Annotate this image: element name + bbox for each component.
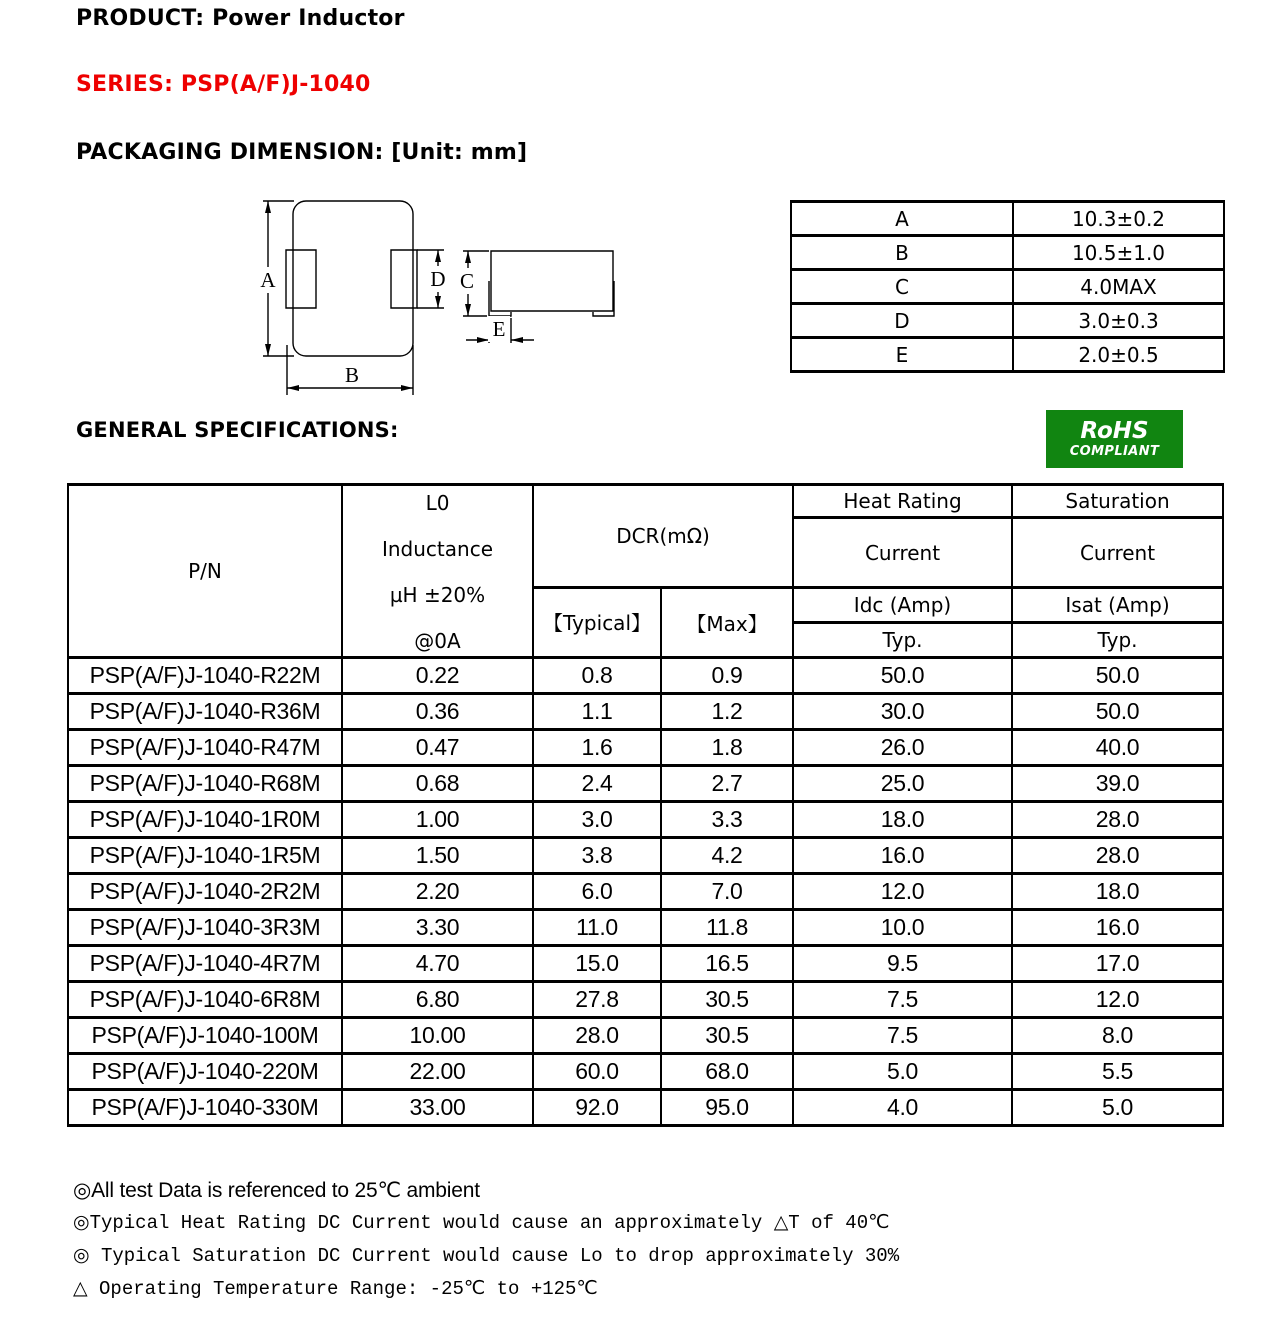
spec-value-cell: 16.0 [793, 838, 1012, 874]
part-number-cell: PSP(A/F)J-1040-R68M [68, 766, 342, 802]
packaging-dimension-table [790, 200, 1225, 373]
spec-table-row [68, 874, 1223, 910]
spec-header-l0: L0 [425, 491, 450, 515]
spec-value-cell: 12.0 [1012, 982, 1223, 1018]
part-number-cell: PSP(A/F)J-1040-R36M [68, 694, 342, 730]
part-number-cell: PSP(A/F)J-1040-1R0M [68, 802, 342, 838]
spec-value-cell: 3.3 [661, 802, 793, 838]
dim-label-a: A [257, 267, 279, 293]
spec-value-cell: 1.00 [342, 802, 533, 838]
spec-header-at-0a: @0A [414, 629, 461, 653]
spec-table-row [68, 766, 1223, 802]
spec-value-cell: 1.2 [661, 694, 793, 730]
spec-value-cell: 22.00 [342, 1054, 533, 1090]
spec-value-cell: 28.0 [533, 1018, 661, 1054]
spec-value-cell: 1.8 [661, 730, 793, 766]
spec-value-cell: 12.0 [793, 874, 1012, 910]
spec-value-cell: 5.0 [793, 1054, 1012, 1090]
spec-value-cell: 15.0 [533, 946, 661, 982]
dim-value-cell: 10.5±1.0 [1013, 236, 1224, 270]
dim-table-row [791, 338, 1224, 372]
part-number-cell: PSP(A/F)J-1040-100M [68, 1018, 342, 1054]
spec-header-dcr-typical: 【Typical】 [533, 588, 661, 658]
spec-value-cell: 0.68 [342, 766, 533, 802]
spec-value-cell: 28.0 [1012, 838, 1223, 874]
spec-value-cell: 4.70 [342, 946, 533, 982]
dim-value-cell: 3.0±0.3 [1013, 304, 1224, 338]
note-saturation: ◎ Typical Saturation DC Current would cause Lo to drop approximately 30% [73, 1245, 900, 1267]
part-number-cell: PSP(A/F)J-1040-330M [68, 1090, 342, 1126]
spec-value-cell: 0.22 [342, 658, 533, 694]
dim-param-cell: B [791, 236, 1013, 270]
footer-notes [73, 1174, 899, 1306]
spec-table-row [68, 1018, 1223, 1054]
spec-value-cell: 30.5 [661, 982, 793, 1018]
part-number-cell: PSP(A/F)J-1040-6R8M [68, 982, 342, 1018]
spec-value-cell: 39.0 [1012, 766, 1223, 802]
dim-table-row [791, 304, 1224, 338]
spec-value-cell: 30.0 [793, 694, 1012, 730]
dim-label-c: C [456, 268, 478, 294]
dim-table-row [791, 236, 1224, 270]
spec-header-tolerance: µH ±20% [389, 583, 486, 607]
dim-param-cell: D [791, 304, 1013, 338]
side-view-outline [489, 251, 614, 316]
dim-label-b: B [344, 363, 359, 387]
spec-value-cell: 0.36 [342, 694, 533, 730]
spec-value-cell: 2.4 [533, 766, 661, 802]
spec-header-heat-current: Current [793, 518, 1012, 588]
spec-value-cell: 30.5 [661, 1018, 793, 1054]
note-heat-rating: ◎Typical Heat Rating DC Current would cause an approximately △T of 40℃ [73, 1212, 890, 1234]
rohs-compliant-label: COMPLIANT [1069, 444, 1160, 459]
spec-value-cell: 4.0 [793, 1090, 1012, 1126]
spec-value-cell: 10.00 [342, 1018, 533, 1054]
part-number-cell: PSP(A/F)J-1040-4R7M [68, 946, 342, 982]
rohs-label: RoHS [1080, 418, 1149, 444]
spec-value-cell: 3.0 [533, 802, 661, 838]
spec-table-row [68, 1090, 1223, 1126]
spec-value-cell: 27.8 [533, 982, 661, 1018]
spec-value-cell: 3.8 [533, 838, 661, 874]
spec-value-cell: 5.5 [1012, 1054, 1223, 1090]
spec-table-row [68, 838, 1223, 874]
dim-table-row [791, 202, 1224, 236]
dim-label-d: D [427, 266, 449, 292]
spec-header-sat-current: Current [1012, 518, 1223, 588]
dimension-drawing [230, 185, 670, 415]
spec-value-cell: 6.80 [342, 982, 533, 1018]
spec-value-cell: 26.0 [793, 730, 1012, 766]
dim-param-cell: C [791, 270, 1013, 304]
spec-table-row [68, 946, 1223, 982]
spec-value-cell: 33.00 [342, 1090, 533, 1126]
spec-table-row [68, 802, 1223, 838]
spec-header-saturation: Saturation [1012, 485, 1223, 518]
spec-value-cell: 95.0 [661, 1090, 793, 1126]
spec-value-cell: 18.0 [793, 802, 1012, 838]
spec-value-cell: 7.0 [661, 874, 793, 910]
packaging-dimension-title: PACKAGING DIMENSION: [Unit: mm] [76, 140, 528, 165]
note-operating-temp: △ Operating Temperature Range: -25℃ to +125℃ [73, 1278, 598, 1300]
spec-value-cell: 1.50 [342, 838, 533, 874]
spec-header-idc-typ: Typ. [793, 623, 1012, 658]
dim-value-cell: 10.3±0.2 [1013, 202, 1224, 236]
spec-value-cell: 68.0 [661, 1054, 793, 1090]
spec-header-pn: P/N [68, 485, 342, 658]
spec-value-cell: 4.2 [661, 838, 793, 874]
spec-value-cell: 0.47 [342, 730, 533, 766]
dim-param-cell: A [791, 202, 1013, 236]
spec-table-row [68, 658, 1223, 694]
spec-value-cell: 17.0 [1012, 946, 1223, 982]
spec-table-row [68, 694, 1223, 730]
part-number-cell: PSP(A/F)J-1040-R22M [68, 658, 342, 694]
spec-value-cell: 92.0 [533, 1090, 661, 1126]
spec-value-cell: 7.5 [793, 1018, 1012, 1054]
spec-value-cell: 25.0 [793, 766, 1012, 802]
dimension-drawing-svg [230, 185, 670, 415]
spec-value-cell: 8.0 [1012, 1018, 1223, 1054]
spec-value-cell: 50.0 [1012, 694, 1223, 730]
note-ambient: ◎All test Data is referenced to 25℃ ambient [73, 1179, 480, 1202]
spec-header-idc: Idc (Amp) [793, 588, 1012, 623]
dim-value-cell: 2.0±0.5 [1013, 338, 1224, 372]
spec-value-cell: 10.0 [793, 910, 1012, 946]
part-number-cell: PSP(A/F)J-1040-2R2M [68, 874, 342, 910]
spec-value-cell: 0.8 [533, 658, 661, 694]
spec-value-cell: 16.0 [1012, 910, 1223, 946]
spec-header-inductance [342, 485, 533, 658]
spec-table-row [68, 982, 1223, 1018]
spec-header-heat-rating: Heat Rating [793, 485, 1012, 518]
spec-value-cell: 18.0 [1012, 874, 1223, 910]
spec-value-cell: 60.0 [533, 1054, 661, 1090]
spec-header-dcr: DCR(mΩ) [533, 485, 793, 588]
spec-header-isat-typ: Typ. [1012, 623, 1223, 658]
spec-value-cell: 2.7 [661, 766, 793, 802]
spec-table-row [68, 910, 1223, 946]
spec-value-cell: 50.0 [793, 658, 1012, 694]
spec-value-cell: 50.0 [1012, 658, 1223, 694]
spec-value-cell: 3.30 [342, 910, 533, 946]
spec-value-cell: 9.5 [793, 946, 1012, 982]
spec-value-cell: 11.8 [661, 910, 793, 946]
general-specifications-title: GENERAL SPECIFICATIONS: [76, 418, 399, 442]
spec-value-cell: 40.0 [1012, 730, 1223, 766]
spec-value-cell: 6.0 [533, 874, 661, 910]
spec-table-row [68, 1054, 1223, 1090]
spec-table [67, 483, 1224, 1127]
part-number-cell: PSP(A/F)J-1040-3R3M [68, 910, 342, 946]
spec-value-cell: 7.5 [793, 982, 1012, 1018]
part-number-cell: PSP(A/F)J-1040-1R5M [68, 838, 342, 874]
dim-value-cell: 4.0MAX [1013, 270, 1224, 304]
rohs-badge [1046, 410, 1183, 468]
series-title: SERIES: PSP(A/F)J-1040 [76, 72, 371, 97]
dim-table-row [791, 270, 1224, 304]
spec-header-dcr-max: 【Max】 [661, 588, 793, 658]
spec-header-inductance-label: Inductance [381, 537, 493, 561]
spec-table-row [68, 730, 1223, 766]
dim-label-e: E [488, 316, 510, 342]
part-number-cell: PSP(A/F)J-1040-220M [68, 1054, 342, 1090]
spec-value-cell: 28.0 [1012, 802, 1223, 838]
product-title: PRODUCT: Power Inductor [76, 6, 405, 31]
left-pad [286, 250, 316, 308]
spec-value-cell: 0.9 [661, 658, 793, 694]
top-view-outline [286, 201, 417, 356]
dim-param-cell: E [791, 338, 1013, 372]
spec-header-isat: Isat (Amp) [1012, 588, 1223, 623]
spec-value-cell: 1.6 [533, 730, 661, 766]
spec-value-cell: 5.0 [1012, 1090, 1223, 1126]
spec-value-cell: 1.1 [533, 694, 661, 730]
spec-value-cell: 2.20 [342, 874, 533, 910]
spec-value-cell: 16.5 [661, 946, 793, 982]
spec-value-cell: 11.0 [533, 910, 661, 946]
part-number-cell: PSP(A/F)J-1040-R47M [68, 730, 342, 766]
